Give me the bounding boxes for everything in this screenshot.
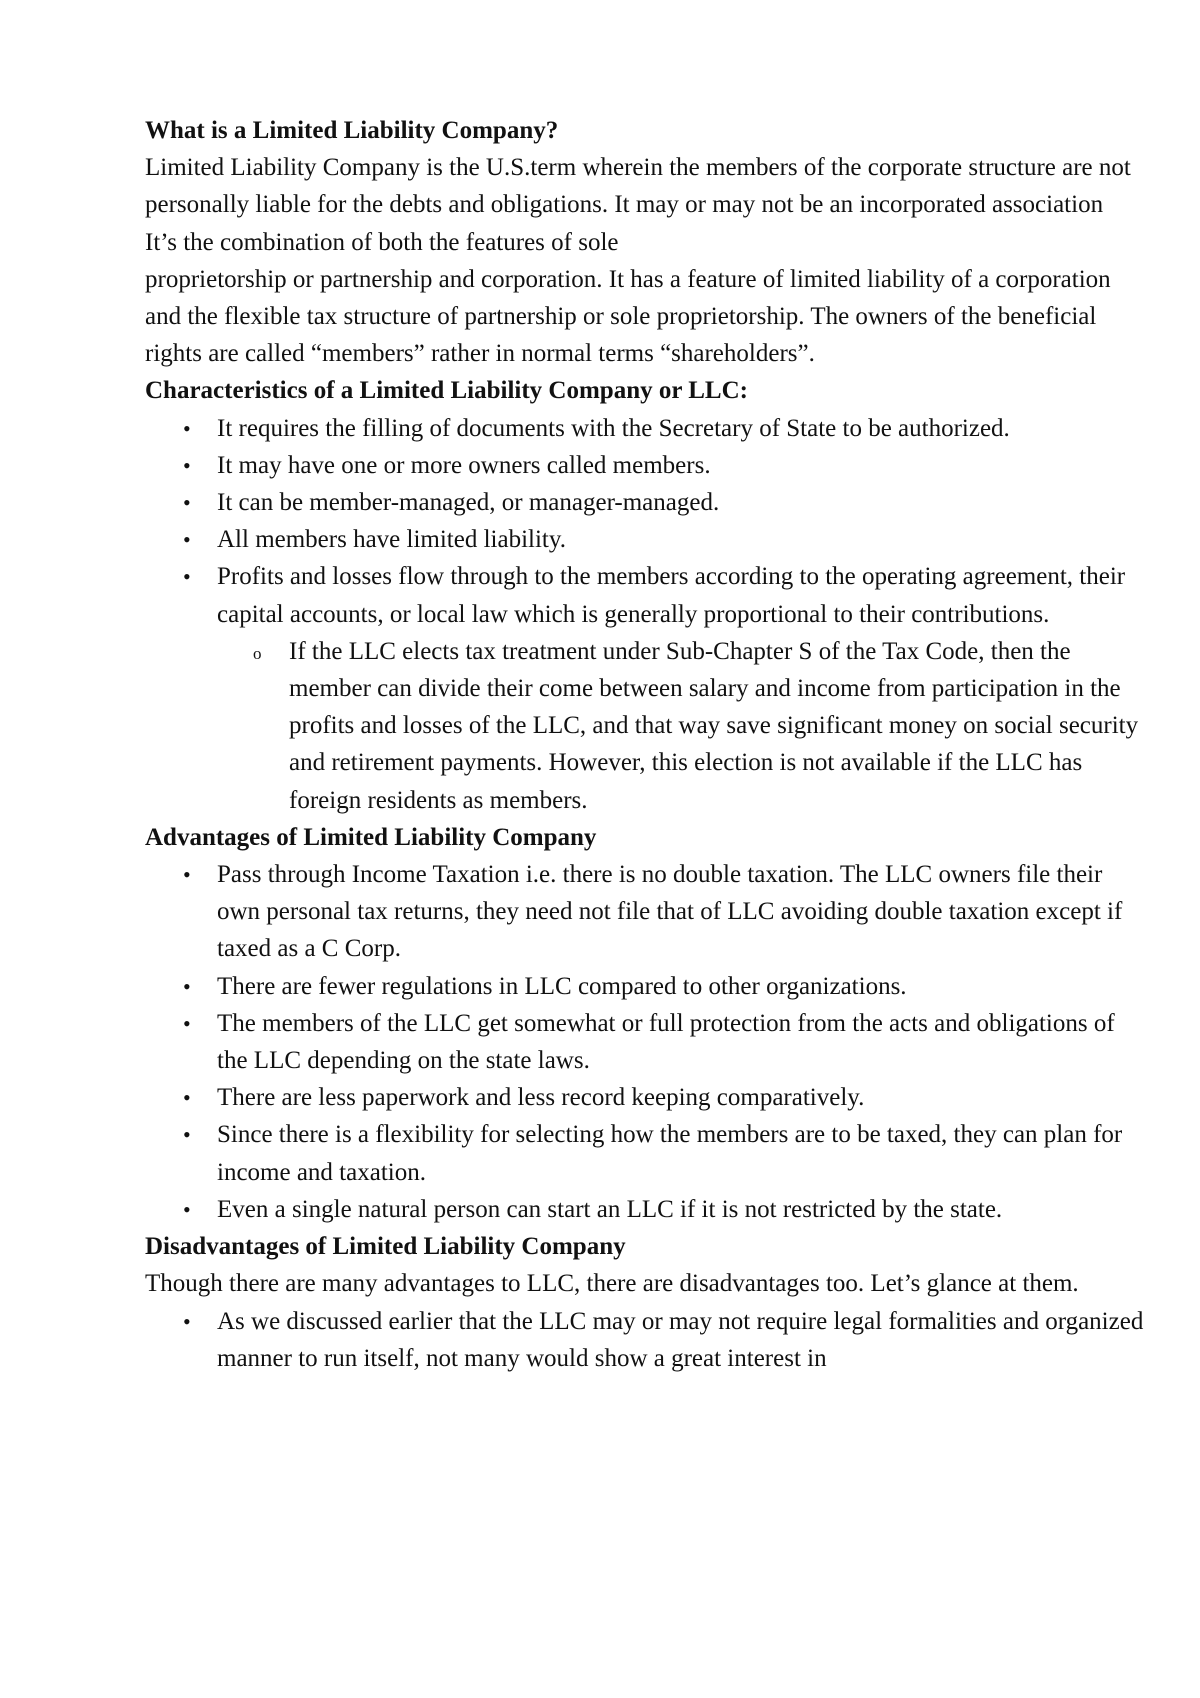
- section-heading-advantages: Advantages of Limited Liability Company: [145, 823, 597, 851]
- characteristic-item: [145, 447, 1145, 484]
- disadvantages-list: [145, 1303, 1145, 1377]
- disadvantages-intro: Though there are many advantages to LLC, there are disadvantages too. Let’s glance at them.: [145, 1270, 1079, 1298]
- section-heading-disadvantages: Disadvantages of Limited Liability Company: [145, 1233, 626, 1261]
- characteristic-text: It requires the filling of documents with the Secretary of State to be authorized.: [217, 414, 1010, 442]
- characteristic-subitem-text: If the LLC elects tax treatment under Sub-Chapter S of the Tax Code, then the member can divide their come between salary and income from participation in the profits and losses of the LLC, and that way save significant money on social security and retirement payments. However, this election is not available if the LLC has foreign residents as members.: [289, 637, 1139, 814]
- disadvantage-text: As we discussed earlier that the LLC may or may not require legal formalities and organized manner to run itself, not many would show a great interest in: [217, 1307, 1144, 1372]
- characteristic-text: It can be member-managed, or manager-managed.: [217, 489, 720, 517]
- advantage-text: Pass through Income Taxation i.e. there is no double taxation. The LLC owners file their own personal tax returns, they need not file that of LLC avoiding double taxation except if taxed as a C Corp.: [217, 861, 1123, 963]
- section-heading-what-is-llc: What is a Limited Liability Company?: [145, 117, 559, 144]
- advantage-item: [145, 1079, 1145, 1116]
- characteristic-item: [145, 558, 1145, 818]
- characteristics-list: [145, 410, 1145, 819]
- advantage-item: [145, 856, 1145, 968]
- advantage-text: Since there is a flexibility for selecting how the members are to be taxed, they can plan for income and taxation.: [217, 1121, 1123, 1186]
- advantage-text: There are less paperwork and less record keeping comparatively.: [217, 1084, 865, 1112]
- combination-paragraph: proprietorship or partnership and corporation. It has a feature of limited liability of a corporation and the flexible tax structure of partnership or sole proprietorship. The owners of the beneficial rights are called “members” rather in normal terms “shareholders”.: [145, 265, 1111, 368]
- advantage-item: [145, 968, 1145, 1005]
- advantage-text: The members of the LLC get somewhat or full protection from the acts and obligations of the LLC depending on the state laws.: [217, 1009, 1115, 1075]
- advantage-item: [145, 1116, 1145, 1190]
- characteristic-item: [145, 484, 1145, 521]
- characteristic-text: All members have limited liability.: [217, 526, 566, 554]
- characteristic-item: [145, 410, 1145, 447]
- advantages-list: [145, 856, 1145, 1228]
- section-heading-characteristics: Characteristics of a Limited Liability Company or LLC:: [145, 377, 748, 405]
- characteristic-text: It may have one or more owners called members.: [217, 451, 711, 479]
- characteristic-sublist: [217, 633, 1145, 819]
- document-page: [145, 112, 1145, 1377]
- advantage-item: [145, 1005, 1145, 1079]
- disadvantage-item: [145, 1303, 1145, 1377]
- advantage-text: Even a single natural person can start an LLC if it is not restricted by the state.: [217, 1195, 1003, 1223]
- characteristic-subitem: [217, 633, 1145, 819]
- characteristic-text: Profits and losses flow through to the members according to the operating agreement, their capital accounts, or local law which is generally proportional to their contributions.: [217, 563, 1126, 628]
- combination-paragraph-first-line: It’s the combination of both the features of sole: [145, 228, 619, 256]
- advantage-item: [145, 1191, 1145, 1228]
- advantage-text: There are fewer regulations in LLC compared to other organizations.: [217, 972, 907, 1000]
- characteristic-item: [145, 521, 1145, 558]
- intro-paragraph: Limited Liability Company is the U.S.term wherein the members of the corporate structure are not personally liable for the debts and obligations. It may or may not be an incorporated association: [145, 154, 1131, 219]
